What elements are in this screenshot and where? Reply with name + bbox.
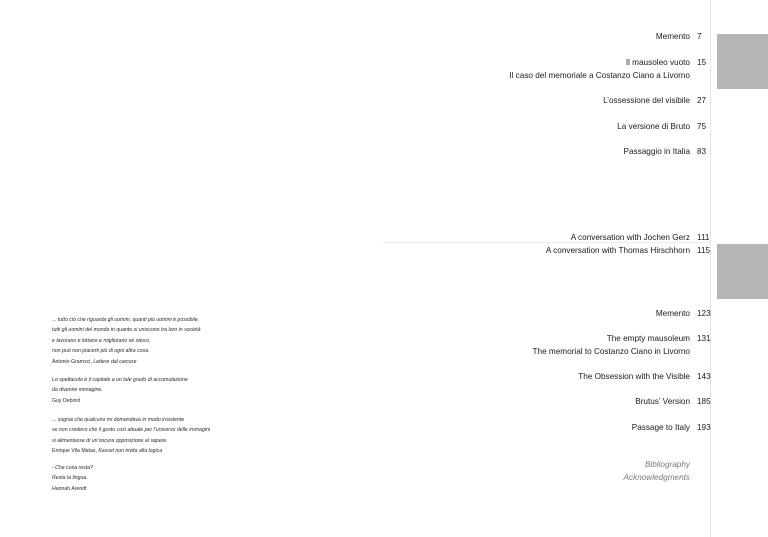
epigraph-arendt [52, 463, 282, 494]
epigraph-source: Lettere dal carcere [93, 358, 137, 365]
margin-rule [710, 0, 711, 537]
toc-entry-title[interactable]: L’ossessione del visibile [603, 96, 690, 105]
toc-entry-page: 111 [697, 233, 710, 242]
toc-entry-page: 123 [697, 309, 711, 318]
toc-entry-title[interactable]: Brutus’ Version [635, 397, 690, 406]
epigraph-line: ... tutto ciò che riguarda gli uomini, quanti più uomini è possibile, [52, 317, 200, 323]
toc-entry-page: 115 [697, 246, 711, 255]
section-tab-italian [717, 34, 768, 89]
toc-entry-title[interactable]: A conversation with Jochen Gerz [570, 233, 690, 242]
toc-entry-page: 75 [697, 122, 707, 131]
epigraph-line: tutti gli uomini del mondo in quanto si uniscono tra loro in società [52, 327, 201, 334]
toc-entry-title[interactable]: La versione di Bruto [617, 122, 690, 131]
section-divider [383, 242, 710, 243]
epigraph-author: Hannah Arendt [52, 485, 87, 492]
toc-entry-page: 185 [697, 397, 711, 406]
toc-entry-title[interactable]: Memento [655, 309, 690, 318]
epigraph-line: Resta la lingua. [52, 475, 88, 482]
toc-entry-title[interactable]: Memento [655, 32, 690, 41]
toc-entry-page: 143 [697, 372, 711, 381]
toc-entry-subtitle: Il caso del memoriale a Costanzo Ciano a Livorno [509, 71, 690, 80]
toc-entry-page: 27 [697, 96, 707, 105]
toc-acknowledgments[interactable]: Acknowledgments [623, 473, 690, 482]
toc-entry-title[interactable]: A conversation with Thomas Hirschhorn [545, 246, 690, 255]
epigraph-attribution [52, 446, 282, 456]
toc-entry-page: 131 [697, 334, 711, 343]
toc-entry-page: 15 [697, 58, 707, 67]
section-tab-english [717, 244, 768, 299]
epigraph-line: se non credevo che il gusto così attuale per l’universo delle immagini [52, 427, 211, 434]
toc-entry-page: 83 [697, 147, 707, 156]
epigraph-author: Antonio Gramsci, [52, 358, 92, 365]
epigraph-source: Kassel non invita alla logica [98, 448, 163, 455]
toc-entry-subtitle: The memorial to Costanzo Ciano in Livorno [532, 347, 690, 356]
epigraph-debord [52, 375, 282, 406]
toc-entry-page: 193 [697, 423, 711, 432]
epigraph-line: e lavorano e lottano e migliorano sé stessi, [52, 337, 151, 344]
epigraph-line: da divenire immagine. [52, 387, 103, 394]
toc-entry-page: 7 [697, 32, 702, 41]
toc-entry-title[interactable]: The empty mausoleum [606, 334, 690, 343]
toc-entry-title[interactable]: Passaggio in Italia [623, 147, 690, 156]
epigraph-line: si alimentasse di un’oscura opposizione al sapere. [52, 437, 168, 444]
toc-entry-title[interactable]: Passage to Italy [631, 423, 690, 432]
epigraph-line: non può non piacerti più di ogni altra cosa. [52, 348, 150, 355]
epigraph-line: - Che cosa resta? [52, 465, 93, 471]
epigraph-vila-matas [52, 415, 282, 457]
epigraph-author: Guy Debord [52, 397, 80, 404]
toc-entry-title[interactable]: Il mausoleo vuoto [625, 58, 690, 67]
toc-bibliography[interactable]: Bibliography [644, 460, 690, 469]
toc-entry-title[interactable]: The Obsession with the Visible [578, 372, 690, 381]
epigraph-line: Lo spettacolo è il capitale a un tale grado di accumulazione [52, 377, 188, 383]
epigraph-author: Enrique Vila Matas, [52, 448, 97, 455]
epigraph-gramsci [52, 315, 282, 367]
epigraph-line: ... sognai che qualcuno mi domandava in modo insistente [52, 417, 185, 423]
epigraph-attribution [52, 357, 282, 367]
